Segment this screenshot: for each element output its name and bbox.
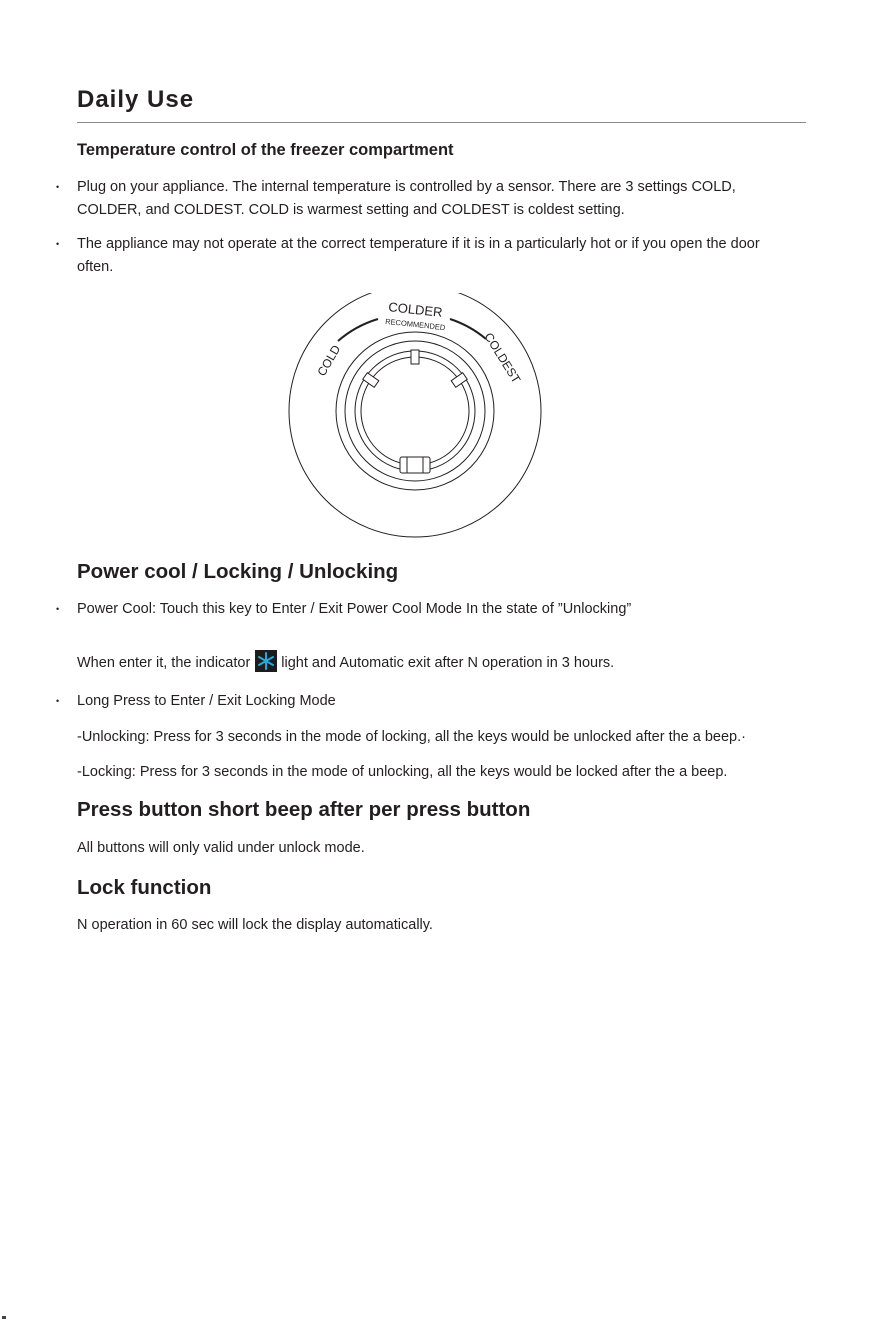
list-item-power-cool — [56, 598, 632, 621]
section-heading-lock-function: Lock function — [77, 876, 212, 899]
dial-outer-ring — [289, 293, 541, 537]
list-item-temperature-note — [56, 233, 760, 279]
dial-label-colder: COLDER — [387, 299, 444, 320]
list-item-plug-on — [56, 176, 736, 222]
list-item-long-press — [56, 690, 336, 713]
bullet-icon: • — [56, 604, 60, 614]
page-title: Daily Use — [77, 86, 195, 113]
dial-knob-tabs — [363, 350, 468, 473]
bullet-icon: • — [56, 696, 60, 706]
paragraph-line: often. — [77, 259, 114, 275]
power-cool-text: Power Cool: Touch this key to Enter / Exit Power Cool Mode In the state of ”Unlocking” — [77, 601, 632, 617]
title-divider — [77, 122, 806, 123]
bullet-icon: • — [56, 239, 60, 249]
dial-label-coldest: COLDEST — [481, 330, 524, 386]
dial-label-recommended: RECOMMENDED — [384, 316, 446, 333]
temperature-dial — [286, 293, 546, 541]
snowflake-icon — [255, 650, 277, 672]
page-corner-mark — [2, 1316, 6, 1319]
lock-function-text: N operation in 60 sec will lock the display automatically. — [77, 917, 433, 933]
unlocking-text: -Unlocking: Press for 3 seconds in the mode of locking, all the keys would be unlocked after the a beep.· — [77, 729, 746, 745]
paragraph-line: Plug on your appliance. The internal temperature is controlled by a sensor. There are 3 settings COLD, — [77, 179, 736, 195]
locking-text: -Locking: Press for 3 seconds in the mode of unlocking, all the keys would be locked after the a beep. — [77, 764, 728, 780]
long-press-text: Long Press to Enter / Exit Locking Mode — [77, 693, 336, 709]
indicator-line — [77, 650, 614, 675]
press-button-text: All buttons will only valid under unlock mode. — [77, 840, 365, 856]
dial-label-cold: COLD — [314, 342, 344, 379]
bullet-icon: • — [56, 182, 60, 192]
paragraph-line: COLDER, and COLDEST. COLD is warmest setting and COLDEST is coldest setting. — [77, 202, 625, 218]
section-heading-power-cool: Power cool / Locking / Unlocking — [77, 560, 399, 583]
indicator-text-before: When enter it, the indicator — [77, 655, 251, 671]
section-heading-press-button: Press button short beep after per press button — [77, 798, 531, 821]
section-heading-temperature: Temperature control of the freezer compartment — [77, 141, 454, 159]
indicator-text-after: light and Automatic exit after N operation in 3 hours. — [281, 655, 615, 671]
paragraph-line: The appliance may not operate at the correct temperature if it is in a particularly hot or if you open the door — [77, 236, 760, 252]
